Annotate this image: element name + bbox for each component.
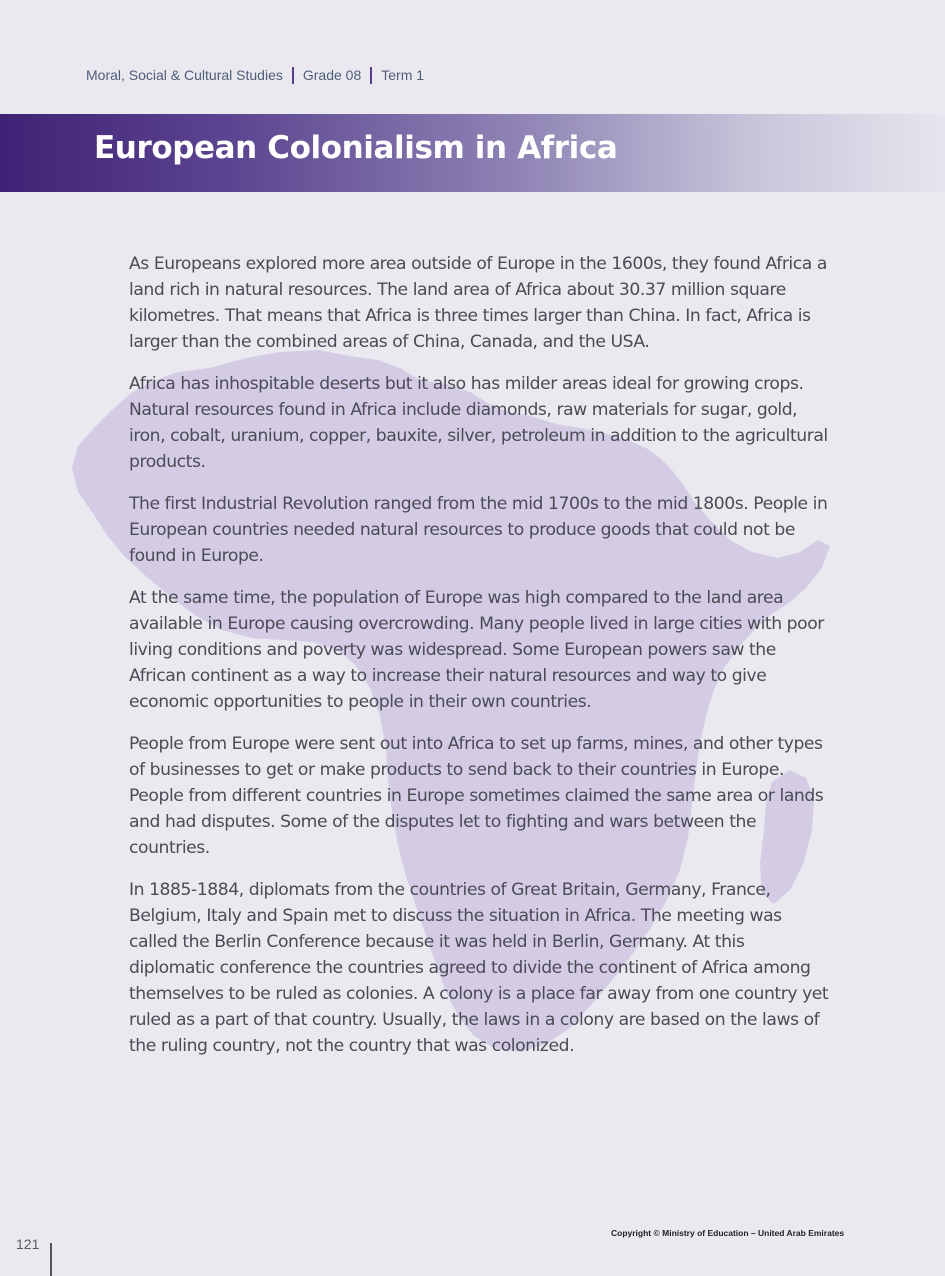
page-title: European Colonialism in Africa [94, 130, 618, 166]
article-body [129, 251, 829, 1075]
paragraph: Africa has inhospitable deserts but it also has milder areas ideal for growing crops. Natural resources found in Africa include diamonds, raw materials for sugar, gold, iron, cobalt, uranium, copper, bauxite, silver, petroleum in addition to the agricultural products. [129, 374, 828, 472]
copyright-notice: Copyright © Ministry of Education – United Arab Emirates [611, 1228, 845, 1238]
paragraph: People from Europe were sent out into Africa to set up farms, mines, and other types of businesses to get or make products to send back to their countries in Europe. People from different countries in Europe sometimes claimed the same area or lands and had disputes. Some of the disputes let to fighting and wars between the countries. [129, 734, 824, 858]
page-number-divider [50, 1243, 52, 1276]
paragraph: In 1885-1884, diplomats from the countries of Great Britain, Germany, France, Belgium, Italy and Spain met to discuss the situation in Africa. The meeting was called the Berlin Conference because it was held in Berlin, Germany. At this diplomatic conference the countries agreed to divide the continent of Africa among themselves to be ruled as colonies. A colony is a place far away from one country yet ruled as a part of that country. Usually, the laws in a colony are based on the laws of the ruling country, not the country that was colonized. [129, 880, 829, 1056]
breadcrumb-term: Term 1 [381, 67, 425, 83]
paragraph: As Europeans explored more area outside of Europe in the 1600s, they found Africa a land rich in natural resources. The land area of Africa about 30.37 million square kilometres. That means that Africa is three times larger than China. In fact, Africa is larger than the combined areas of China, Canada, and the USA. [129, 254, 827, 352]
page-number: 121 [16, 1236, 40, 1252]
breadcrumb-subject: Moral, Social & Cultural Studies [86, 67, 283, 83]
paragraph: At the same time, the population of Europe was high compared to the land area available in Europe causing overcrowding. Many people lived in large cities with poor living conditions and poverty was widespread. Some European powers saw the African continent as a way to increase their natural resources and way to give economic opportunities to people in their own countries. [129, 588, 824, 712]
breadcrumb-grade: Grade 08 [302, 67, 362, 83]
paragraph: The first Industrial Revolution ranged from the mid 1700s to the mid 1800s. People in European countries needed natural resources to produce goods that could not be found in Europe. [129, 494, 828, 566]
